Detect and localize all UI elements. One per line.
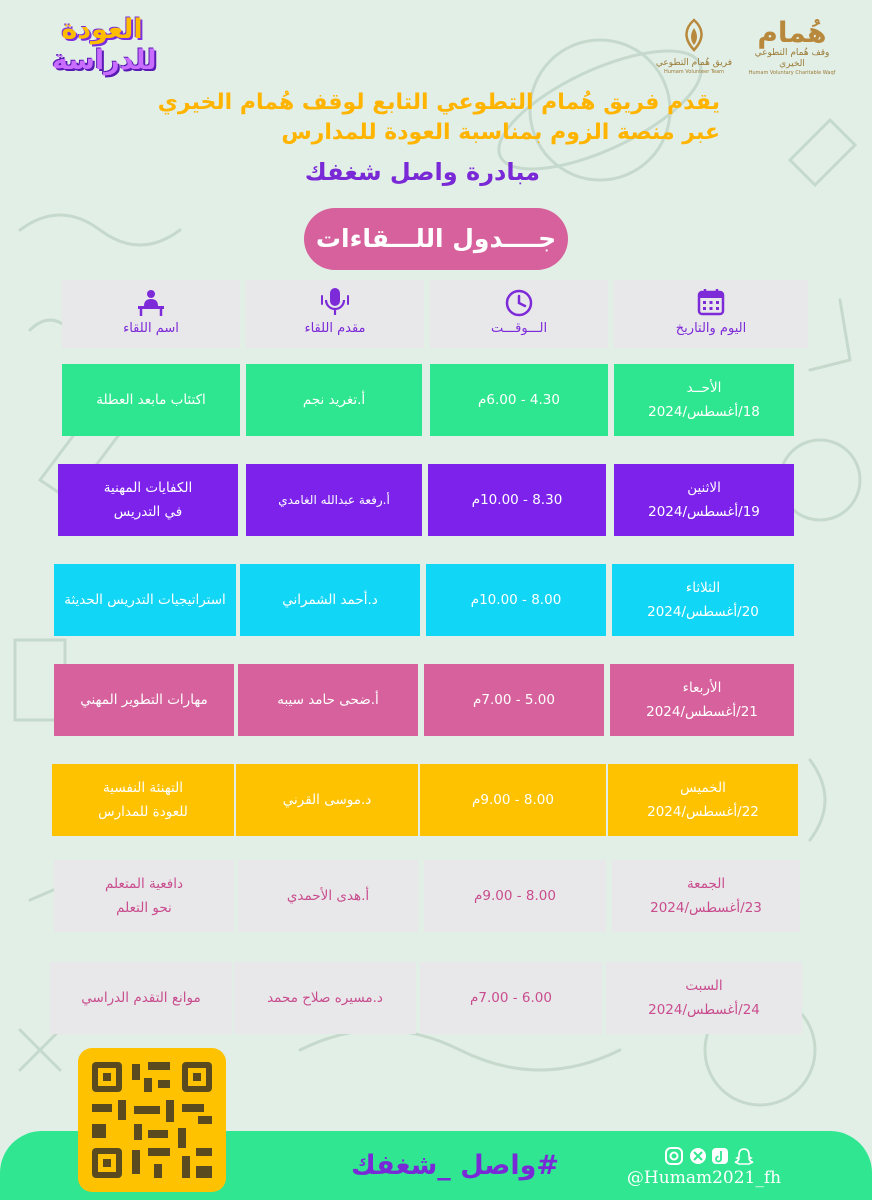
snapchat-icon[interactable]: [735, 1149, 753, 1164]
social-icons: [664, 1147, 792, 1165]
date: 19/أغسطس/2024: [648, 504, 760, 520]
intro-line-1: يقدم فريق هُمام التطوعي التابع لوقف هُمام الخيري: [157, 90, 720, 115]
microphone-icon: [319, 286, 351, 318]
team-logo-name: فريق هُمام التطوعي: [655, 58, 733, 68]
qr-code[interactable]: [78, 1048, 226, 1192]
date: 20/أغسطس/2024: [647, 604, 759, 620]
cell-time: [424, 860, 606, 932]
topic-line-2: للعودة للمدارس: [98, 804, 188, 820]
cell-day-date: [612, 564, 794, 636]
column-header-topic: [62, 280, 240, 348]
topic-line-1: اكتئاب مابعد العطلة: [96, 392, 206, 408]
column-header-presenter-label: مقدم اللقاء: [304, 321, 366, 336]
presenter-name: د.مسيره صلاح محمد: [267, 990, 383, 1006]
school-logo-line2: للدراسة: [52, 45, 157, 76]
time-range: 5.00 - 7.00م: [473, 692, 555, 708]
time-range: 8.00 - 9.00م: [474, 888, 556, 904]
topic-line-2: في التدريس: [113, 504, 183, 520]
instagram-icon[interactable]: [666, 1148, 682, 1164]
cell-topic: [52, 764, 234, 836]
cell-topic: [62, 364, 240, 436]
team-logo-english: Humam Volunteer Team: [663, 69, 725, 75]
team-emblem-icon: [679, 18, 709, 52]
presenter-name: أ.تغريد نجم: [302, 392, 366, 408]
cell-topic: [50, 962, 232, 1034]
waqf-logo-mark: هُمام: [757, 16, 827, 49]
cell-time: [424, 664, 604, 736]
cell-time: [420, 764, 606, 836]
day-name: الاثنين: [687, 480, 721, 496]
topic-line-2: نحو التعلم: [116, 900, 172, 916]
column-header-presenter: [246, 280, 424, 348]
hashtag[interactable]: #واصل _شغفك: [350, 1150, 560, 1181]
waqf-logo-name: وقف هُمام التطوعي الخيري: [754, 48, 830, 69]
cell-topic: [54, 664, 234, 736]
clock-icon: [503, 286, 535, 318]
cell-time: [428, 464, 606, 536]
schedule-title: جــــدول اللـــقاءات: [304, 208, 568, 270]
topic-line-1: مهارات التطوير المهني: [80, 692, 208, 708]
date: 23/أغسطس/2024: [650, 900, 762, 916]
cell-day-date: [610, 664, 794, 736]
column-header-time: [430, 280, 608, 348]
calendar-icon: [695, 286, 727, 318]
time-range: 8.00 - 9.00م: [472, 792, 554, 808]
waqf-logo-english: Humam Voluntary Charitable Waqf: [748, 70, 836, 76]
day-name: الأربعاء: [682, 680, 722, 696]
topic-line-1: الكفايات المهنية: [103, 480, 193, 496]
day-name: الجمعة: [686, 876, 726, 892]
initiative-title: مبادرة واصل شغفك: [304, 158, 540, 186]
presenter-name: أ.ضحى حامد سيبه: [277, 692, 379, 708]
cell-day-date: [606, 962, 802, 1034]
day-name: الخميس: [680, 780, 726, 796]
presenter-name: د.أحمد الشمراني: [282, 592, 378, 608]
cell-day-date: [614, 464, 794, 536]
column-header-day: [614, 280, 808, 348]
cell-day-date: [614, 364, 794, 436]
social-handle[interactable]: @Humam2021_fh: [626, 1168, 782, 1188]
presenter-name: أ.رفعة عبدالله الغامدي: [278, 493, 390, 507]
cell-presenter: [246, 464, 422, 536]
day-name: الثلاثاء: [685, 580, 721, 596]
volunteer-team-logo: [652, 18, 736, 80]
cell-time: [426, 564, 606, 636]
cell-day-date: [612, 860, 800, 932]
presenter-name: أ.هدى الأحمدي: [286, 888, 370, 904]
topic-line-1: دافعية المتعلم: [104, 876, 184, 892]
topic-line-1: التهنئة النفسية: [103, 780, 183, 796]
day-name: السبت: [685, 978, 723, 994]
topic-line-1: استراتيجيات التدريس الحديثة: [64, 592, 226, 608]
column-header-topic-label: اسم اللقاء: [123, 321, 179, 336]
date: 21/أغسطس/2024: [646, 704, 758, 720]
cell-topic: [58, 464, 238, 536]
presenter-name: د.موسى القرني: [282, 792, 372, 808]
date: 24/أغسطس/2024: [648, 1002, 760, 1018]
tiktok-icon[interactable]: [712, 1148, 728, 1164]
cell-presenter: [238, 860, 418, 932]
cell-presenter: [238, 664, 418, 736]
date: 18/أغسطس/2024: [648, 404, 760, 420]
time-range: 8.30 - 10.00م: [471, 492, 563, 508]
qr-code-icon: [78, 1048, 226, 1192]
cell-presenter: [234, 962, 416, 1034]
cell-day-date: [608, 764, 798, 836]
time-range: 8.00 - 10.00م: [470, 592, 562, 608]
x-icon[interactable]: [690, 1148, 706, 1164]
time-range: 6.00 - 7.00م: [470, 990, 552, 1006]
back-to-school-logo: [52, 14, 157, 82]
date: 22/أغسطس/2024: [647, 804, 759, 820]
cell-time: [430, 364, 608, 436]
column-header-day-label: اليوم والتاريخ: [675, 321, 747, 336]
day-name: الأحــد: [686, 380, 722, 396]
time-range: 4.30 - 6.00م: [478, 392, 560, 408]
intro-line-2: عبر منصة الزوم بمناسبة العودة للمدارس: [281, 120, 720, 145]
cell-time: [420, 962, 602, 1034]
cell-presenter: [240, 564, 420, 636]
school-logo-line1: العودة: [61, 14, 143, 45]
topic-line-1: موانع التقدم الدراسي: [81, 990, 201, 1006]
cell-topic: [54, 564, 236, 636]
cell-presenter: [246, 364, 422, 436]
cell-topic: [54, 860, 234, 932]
waqf-logo: [744, 18, 840, 80]
column-header-time-label: الـــوقـــت: [490, 321, 548, 336]
presenter-desk-icon: [135, 286, 167, 318]
cell-presenter: [236, 764, 418, 836]
